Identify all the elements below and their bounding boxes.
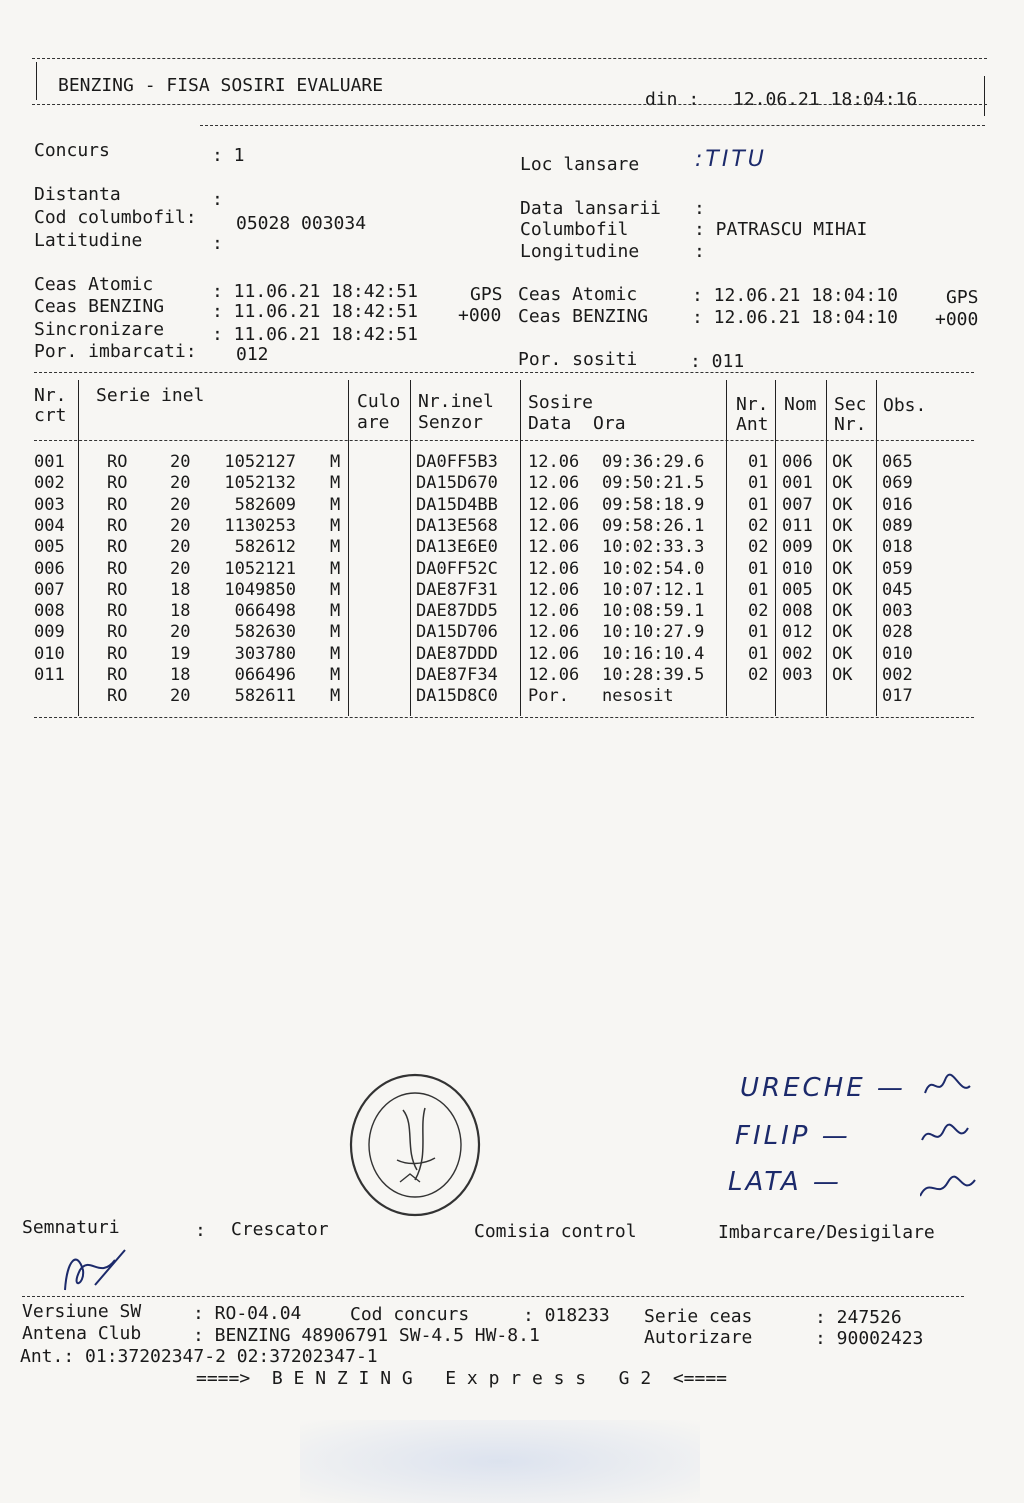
distanta-label: Distanta	[34, 184, 121, 205]
row-ring: 1052132	[224, 473, 296, 494]
row-country: RO	[107, 643, 128, 664]
row-time: 10:08:59.1	[602, 601, 705, 622]
row-crt: 011	[34, 665, 65, 685]
row-sec: OK	[832, 473, 853, 494]
cod-columbofil-label: Cod columbofil:	[34, 207, 197, 228]
concurs-value: : 1	[212, 145, 245, 166]
handwritten-lata: LATA —	[728, 1167, 842, 1197]
row-sex: M	[330, 537, 341, 558]
row-nom: 001	[782, 473, 813, 494]
row-antenna: 02	[748, 665, 769, 685]
cod-columbofil-value: 05028 003034	[236, 213, 367, 234]
handwritten-ureche: URECHE —	[740, 1073, 906, 1103]
distanta-value: :	[212, 189, 223, 210]
row-time: 09:58:18.9	[602, 494, 705, 515]
row-sensor: DA15D706	[416, 622, 498, 643]
row-country: RO	[107, 665, 128, 685]
row-sensor: DA15D8C0	[416, 686, 498, 707]
header-senzor: Senzor	[418, 412, 484, 433]
row-nom: 012	[782, 622, 813, 643]
row-sex: M	[330, 643, 341, 664]
antena-club-label: Antena Club	[22, 1323, 142, 1344]
row-crt: 003	[34, 494, 65, 515]
latitudine-value: :	[212, 233, 223, 254]
col-divider-sec	[876, 380, 877, 716]
table-bottom-border	[34, 717, 974, 718]
row-ring: 1052121	[224, 558, 296, 579]
row-sensor: DA13E568	[416, 515, 498, 536]
row-year: 20	[170, 558, 191, 579]
col-divider-serie	[348, 380, 349, 716]
concurs-label: Concurs	[34, 140, 110, 161]
row-nom: 010	[782, 558, 813, 579]
ceas-benzing-right-suffix: +000	[935, 309, 979, 330]
row-obs: 010	[882, 643, 913, 664]
row-country: RO	[107, 601, 128, 622]
row-ring: 066498	[234, 601, 296, 622]
row-time: 09:58:26.1	[602, 515, 705, 536]
row-sensor: DA15D4BB	[416, 494, 498, 515]
row-date: 12.06	[528, 558, 580, 579]
row-year: 18	[170, 579, 191, 600]
row-country: RO	[107, 473, 128, 494]
por-sositi-value: : 011	[690, 351, 745, 372]
row-antenna: 01	[748, 579, 769, 600]
crescator-signature	[55, 1240, 135, 1300]
row-sensor: DA15D670	[416, 473, 498, 494]
row-crt: 005	[34, 537, 65, 558]
row-country: RO	[107, 537, 128, 558]
benzing-express-line: ====> B E N Z I N G E x p r e s s G 2 <====	[196, 1368, 728, 1389]
row-date: 12.06	[528, 452, 580, 472]
row-year: 18	[170, 665, 191, 685]
row-nom: 003	[782, 665, 813, 685]
handwritten-filip: FILIP —	[735, 1121, 851, 1151]
row-year: 20	[170, 494, 191, 515]
row-sex: M	[330, 558, 341, 579]
cod-concurs-value: : 018233	[523, 1305, 610, 1326]
row-antenna: 01	[748, 452, 769, 472]
row-date: 12.06	[528, 537, 580, 558]
header-right-border	[984, 76, 985, 116]
row-sec: OK	[832, 558, 853, 579]
row-date: 12.06	[528, 473, 580, 494]
loc-lansare-value: :TITU	[695, 147, 767, 172]
row-date: 12.06	[528, 643, 580, 664]
header-crt: crt	[34, 405, 67, 426]
row-sex: M	[330, 622, 341, 643]
row-country: RO	[107, 558, 128, 579]
row-date: Por.	[528, 686, 569, 707]
row-date: 12.06	[528, 494, 580, 515]
row-sec: OK	[832, 452, 853, 472]
ceas-atomic-right-value: : 12.06.21 18:04:10	[692, 285, 898, 306]
row-time: 10:16:10.4	[602, 643, 705, 664]
header-sosire: Sosire	[528, 392, 594, 413]
data-lansarii-value: :	[694, 198, 705, 219]
header-nr-ant-1: Nr.	[736, 394, 769, 415]
semnaturi-label: Semnaturi	[22, 1217, 120, 1238]
row-country: RO	[107, 686, 128, 707]
ceas-atomic-right-label: Ceas Atomic	[518, 284, 638, 305]
header-left-border	[36, 62, 37, 100]
row-sex: M	[330, 665, 341, 685]
row-nom: 009	[782, 537, 813, 558]
row-year: 18	[170, 601, 191, 622]
row-sec: OK	[832, 665, 853, 685]
row-antenna: 02	[748, 515, 769, 536]
row-time: 10:28:39.5	[602, 665, 705, 685]
row-obs: 089	[882, 515, 913, 536]
row-crt: 002	[34, 473, 65, 494]
row-ring: 582609	[234, 494, 296, 515]
row-date: 12.06	[528, 622, 580, 643]
autorizare-label: Autorizare	[644, 1327, 753, 1348]
columbofil-value: : PATRASCU MIHAI	[694, 219, 868, 240]
ceas-atomic-left-suffix: GPS	[470, 284, 503, 305]
row-crt: 006	[34, 558, 65, 579]
cod-concurs-label: Cod concurs	[350, 1304, 470, 1325]
row-antenna: 01	[748, 622, 769, 643]
row-nom: 005	[782, 579, 813, 600]
comisia-control-label: Comisia control	[474, 1221, 637, 1242]
table-top-border	[34, 372, 974, 373]
row-time: 09:50:21.5	[602, 473, 705, 494]
row-time: 10:02:33.3	[602, 537, 705, 558]
row-country: RO	[107, 515, 128, 536]
row-sensor: DAE87DDD	[416, 643, 498, 664]
row-sex: M	[330, 686, 341, 707]
row-obs: 065	[882, 452, 913, 472]
row-year: 19	[170, 643, 191, 664]
row-year: 20	[170, 537, 191, 558]
handwritten-initials	[920, 1068, 980, 1218]
row-obs: 003	[882, 601, 913, 622]
row-obs: 002	[882, 665, 913, 685]
col-divider-sosire	[726, 380, 727, 716]
data-lansarii-label: Data lansarii	[520, 198, 661, 219]
ceas-benzing-left-label: Ceas BENZING	[34, 296, 165, 317]
row-sec: OK	[832, 579, 853, 600]
row-ring: 1052127	[224, 452, 296, 472]
row-time: nesosit	[602, 686, 674, 707]
header-din-label: din :	[645, 89, 700, 110]
sincronizare-value: : 11.06.21 18:42:51	[212, 324, 418, 345]
row-sec: OK	[832, 622, 853, 643]
row-obs: 016	[882, 494, 913, 515]
row-ring: 582612	[234, 537, 296, 558]
por-imbarcati-value: 012	[236, 344, 269, 365]
row-crt: 010	[34, 643, 65, 664]
row-sex: M	[330, 579, 341, 600]
col-divider-senzor	[520, 380, 521, 716]
header-nr: Nr.	[34, 385, 67, 406]
row-sec: OK	[832, 601, 853, 622]
row-sec: OK	[832, 537, 853, 558]
row-ring: 582630	[234, 622, 296, 643]
association-stamp	[345, 1070, 485, 1220]
ceas-atomic-left-label: Ceas Atomic	[34, 274, 154, 295]
header-sec-2: Nr.	[834, 414, 867, 435]
row-date: 12.06	[528, 601, 580, 622]
versiune-sw-label: Versiune SW	[22, 1301, 142, 1322]
row-sensor: DAE87F31	[416, 579, 498, 600]
row-year: 20	[170, 473, 191, 494]
crescator-label: Crescator	[231, 1219, 329, 1240]
row-obs: 028	[882, 622, 913, 643]
header-obs: Obs.	[883, 395, 927, 416]
ceas-benzing-left-suffix: +000	[458, 305, 502, 326]
row-crt: 001	[34, 452, 65, 472]
semnaturi-colon: :	[195, 1220, 206, 1241]
row-antenna: 02	[748, 601, 769, 622]
row-year: 20	[170, 452, 191, 472]
row-sex: M	[330, 473, 341, 494]
row-sec: OK	[832, 515, 853, 536]
row-ring: 1049850	[224, 579, 296, 600]
loc-lansare-label: Loc lansare	[520, 154, 640, 175]
row-obs: 059	[882, 558, 913, 579]
row-year: 20	[170, 686, 191, 707]
header-nom: Nom	[784, 394, 817, 415]
header-nr-ant-2: Ant	[736, 414, 769, 435]
longitudine-value: :	[694, 241, 705, 262]
row-sensor: DA0FF52C	[416, 558, 498, 579]
serie-ceas-value: : 247526	[815, 1307, 902, 1328]
imbarcare-desigilare-label: Imbarcare/Desigilare	[718, 1222, 935, 1243]
row-sex: M	[330, 452, 341, 472]
serie-ceas-label: Serie ceas	[644, 1306, 753, 1327]
ceas-atomic-right-suffix: GPS	[946, 287, 979, 308]
header-nr-inel: Nr.inel	[418, 391, 494, 412]
row-sec: OK	[832, 494, 853, 515]
col-divider-culoare	[410, 380, 411, 716]
por-sositi-label: Por. sositi	[518, 349, 638, 370]
row-antenna: 01	[748, 494, 769, 515]
row-obs: 017	[882, 686, 913, 707]
header-serie-inel: Serie inel	[96, 385, 205, 406]
header-top-border	[32, 58, 987, 59]
header-under-border	[200, 125, 985, 126]
row-ring: 1130253	[224, 515, 296, 536]
row-country: RO	[107, 579, 128, 600]
row-time: 10:10:27.9	[602, 622, 705, 643]
ceas-benzing-left-value: : 11.06.21 18:42:51	[212, 301, 418, 322]
row-nom: 006	[782, 452, 813, 472]
header-title: BENZING - FISA SOSIRI EVALUARE	[58, 75, 384, 96]
ceas-atomic-left-value: : 11.06.21 18:42:51	[212, 281, 418, 302]
row-obs: 045	[882, 579, 913, 600]
row-sensor: DA13E6E0	[416, 537, 498, 558]
row-ring: 303780	[234, 643, 296, 664]
row-crt: 004	[34, 515, 65, 536]
header-din-value: 12.06.21 18:04:16	[733, 89, 918, 110]
antena-club-value: : BENZING 48906791 SW-4.5 HW-8.1	[193, 1325, 540, 1346]
columbofil-label: Columbofil	[520, 219, 629, 240]
header-sec-1: Sec	[834, 394, 867, 415]
row-time: 10:07:12.1	[602, 579, 705, 600]
row-ring: 582611	[234, 686, 296, 707]
row-antenna: 01	[748, 558, 769, 579]
row-country: RO	[107, 452, 128, 472]
row-ring: 066496	[234, 665, 296, 685]
footer-top-border	[22, 1296, 964, 1297]
sincronizare-label: Sincronizare	[34, 319, 165, 340]
header-are: are	[357, 412, 390, 433]
row-date: 12.06	[528, 579, 580, 600]
row-date: 12.06	[528, 515, 580, 536]
row-country: RO	[107, 622, 128, 643]
row-nom: 007	[782, 494, 813, 515]
autorizare-value: : 90002423	[815, 1328, 924, 1349]
latitudine-label: Latitudine	[34, 230, 143, 251]
row-year: 20	[170, 622, 191, 643]
row-crt: 007	[34, 579, 65, 600]
row-crt: 009	[34, 622, 65, 643]
row-time: 09:36:29.6	[602, 452, 705, 472]
row-antenna: 02	[748, 537, 769, 558]
row-obs: 069	[882, 473, 913, 494]
row-sex: M	[330, 515, 341, 536]
scan-shadow	[300, 1420, 700, 1503]
row-nom: 002	[782, 643, 813, 664]
ant-line: Ant.: 01:37202347-2 02:37202347-1	[20, 1346, 378, 1367]
row-antenna: 01	[748, 643, 769, 664]
longitudine-label: Longitudine	[520, 241, 640, 262]
ceas-benzing-right-value: : 12.06.21 18:04:10	[692, 307, 898, 328]
col-divider-nom	[826, 380, 827, 716]
col-divider-crt	[78, 380, 79, 716]
header-bottom-border	[32, 104, 987, 105]
header-culo: Culo	[357, 391, 401, 412]
table-header-border	[34, 440, 974, 441]
por-imbarcati-label: Por. imbarcati:	[34, 341, 197, 362]
row-sensor: DA0FF5B3	[416, 452, 498, 472]
row-nom: 008	[782, 601, 813, 622]
col-divider-ant	[775, 380, 776, 716]
row-sex: M	[330, 601, 341, 622]
row-year: 20	[170, 515, 191, 536]
header-data-ora: Data Ora	[528, 413, 626, 434]
row-sensor: DAE87F34	[416, 665, 498, 685]
row-sex: M	[330, 494, 341, 515]
row-time: 10:02:54.0	[602, 558, 705, 579]
row-date: 12.06	[528, 665, 580, 685]
row-sensor: DAE87DD5	[416, 601, 498, 622]
row-obs: 018	[882, 537, 913, 558]
row-crt: 008	[34, 601, 65, 622]
row-nom: 011	[782, 515, 813, 536]
ceas-benzing-right-label: Ceas BENZING	[518, 306, 649, 327]
versiune-sw-value: : RO-04.04	[193, 1303, 302, 1324]
row-antenna: 01	[748, 473, 769, 494]
row-country: RO	[107, 494, 128, 515]
row-sec: OK	[832, 643, 853, 664]
